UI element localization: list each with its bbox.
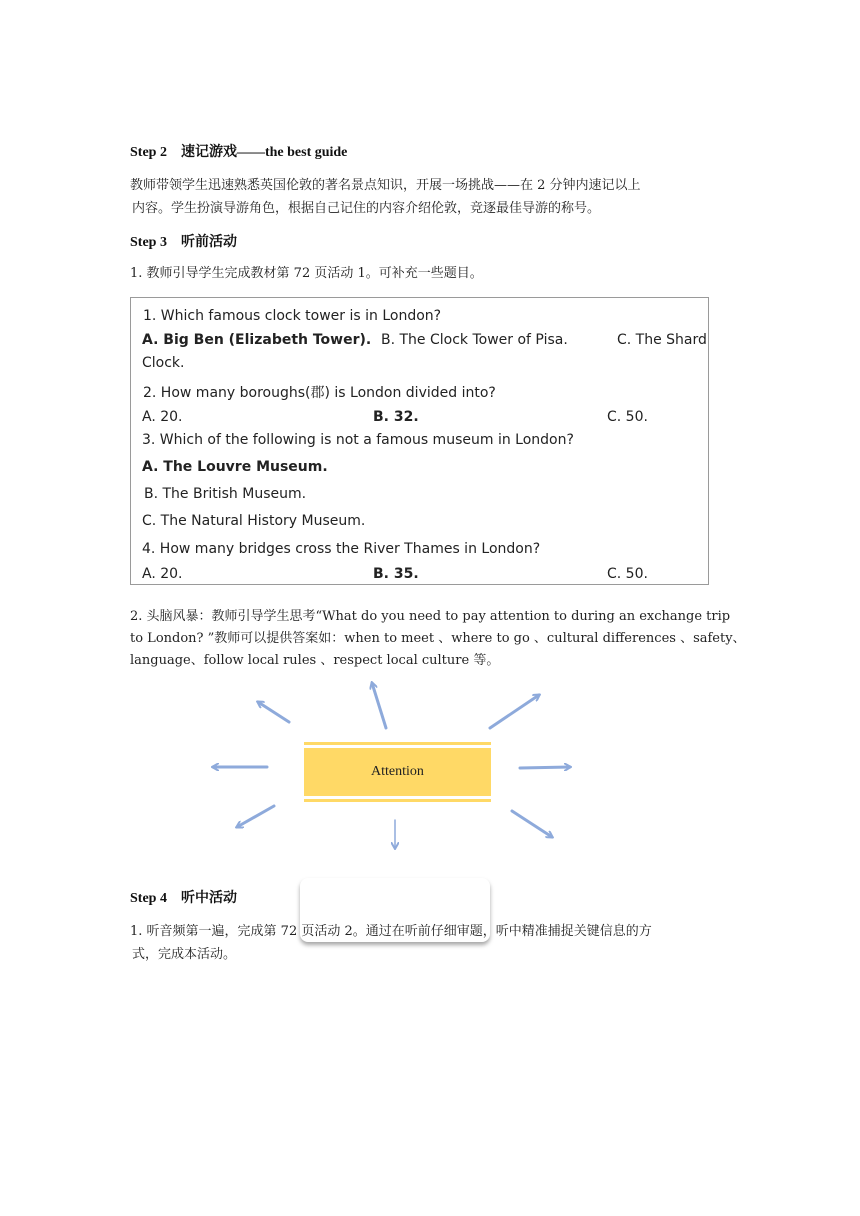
q2-option-b: B. 32. <box>373 409 419 425</box>
step4-item1-line1: 1. 听音频第一遍，完成第 72 页活动 2。通过在听前仔细审题，听中精准捕捉关键信息的方 <box>130 924 652 939</box>
step4-item1 <box>130 920 652 966</box>
step4-label: Step 4 <box>130 891 167 906</box>
attention-node <box>304 742 491 802</box>
q2-option-a: A. 20. <box>142 409 183 425</box>
question-1: 1. Which famous clock tower is in London? <box>143 308 442 324</box>
step3-item1: 1. 教师引导学生完成教材第 72 页活动 1。可补充一些题目。 <box>130 266 483 281</box>
arrow-up-right <box>490 695 539 728</box>
q4-option-a: A. 20. <box>142 566 183 582</box>
step3-item2-line2: to London? ”教师可以提供答案如：when to meet 、where to go 、cultural differences 、safety、 <box>130 631 746 646</box>
step4-title: 听中活动 <box>180 891 237 906</box>
arrow-down-left <box>237 806 274 827</box>
step3-item2-line1: 2. 头脑风暴：教师引导学生思考“What do you need to pay attention to during an exchange trip <box>130 609 731 624</box>
step2-label: Step 2 <box>130 145 167 160</box>
step4-item1-line2: 式，完成本活动。 <box>132 947 237 962</box>
arrow-up <box>372 683 386 728</box>
arrow-down-right <box>512 811 552 837</box>
q4-option-b: B. 35. <box>373 566 419 582</box>
q3-option-b: B. The British Museum. <box>144 486 307 502</box>
q1-option-c-continued: Clock. <box>142 355 185 371</box>
q3-option-a: A. The Louvre Museum. <box>142 459 328 475</box>
arrow-up-left <box>258 702 289 722</box>
question-4: 4. How many bridges cross the River Thames in London? <box>142 541 541 557</box>
step2-line1: 教师带领学生迅速熟悉英国伦敦的著名景点知识，开展一场挑战——在 2 分钟内速记以上 <box>130 178 641 193</box>
step3-item2-line3: language、follow local rules 、respect local culture 等。 <box>130 653 500 668</box>
step3-title: 听前活动 <box>180 235 237 250</box>
attention-label: Attention <box>371 764 424 779</box>
question-2: 2. How many boroughs(郡) is London divided into? <box>143 385 496 401</box>
q2-option-c: C. 50. <box>607 409 648 425</box>
arrow-right <box>520 767 570 768</box>
step2-line2: 内容。学生扮演导游角色，根据自己记住的内容介绍伦敦，竞逐最佳导游的称号。 <box>132 201 601 216</box>
q4-option-c: C. 50. <box>607 566 648 582</box>
q1-option-b: B. The Clock Tower of Pisa. <box>381 332 568 348</box>
step2-title: 速记游戏——the best guide <box>180 145 348 160</box>
q3-option-c: C. The Natural History Museum. <box>142 513 366 529</box>
q1-option-a: A. Big Ben (Elizabeth Tower). <box>142 332 372 348</box>
step4-heading <box>130 887 237 907</box>
q1-option-c: C. The Shard <box>617 332 707 348</box>
question-3: 3. Which of the following is not a famous museum in London? <box>142 432 574 448</box>
step3-label: Step 3 <box>130 235 167 250</box>
